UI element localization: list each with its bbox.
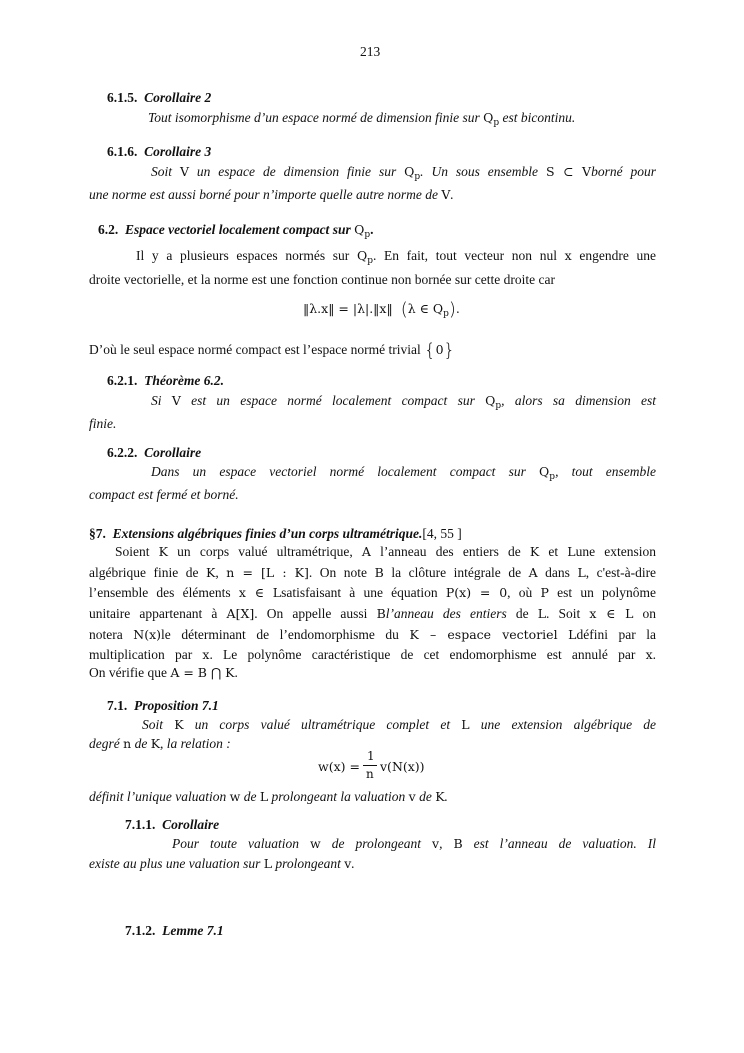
math-w: w	[310, 836, 321, 851]
text: ,	[439, 836, 443, 851]
section-number: §7.	[89, 526, 106, 541]
math-v: v	[408, 789, 416, 804]
math-x-in-L: x ∈ L	[238, 585, 282, 600]
math-L: L	[259, 789, 269, 804]
text: l’ensemble des éléments	[89, 585, 231, 600]
text: unitaire appartenant à	[89, 606, 218, 621]
theorem-6-2-line-1	[151, 394, 656, 411]
text: Soit	[151, 164, 173, 179]
q: Q	[356, 248, 368, 263]
math-K: K	[150, 736, 161, 751]
p: p	[414, 172, 421, 182]
text: , alors sa dimension est	[501, 393, 656, 408]
subsection-title: Corollaire 3	[144, 144, 212, 159]
para-7-line-5	[89, 628, 656, 642]
formula-lhs: ‖λ.x‖ = |λ|.‖x‖	[303, 301, 393, 316]
math-B: B	[376, 606, 386, 621]
text: une norme est aussi borné pour n’importe quelle autre norme de	[89, 187, 438, 202]
text: .	[450, 187, 454, 202]
subsection-heading-6-1-6	[107, 145, 211, 159]
text: l’anneau des entiers de	[380, 544, 521, 559]
math-V: V	[171, 393, 181, 408]
math-L: L	[568, 627, 577, 642]
text: la clôture intégrale de	[391, 565, 522, 580]
math-V: V	[179, 164, 189, 179]
section-heading-6-2	[98, 223, 373, 240]
math-A: A	[361, 544, 371, 559]
math-w: w	[229, 789, 241, 804]
section-heading-7	[89, 527, 462, 541]
formula-cond: λ ∈ Q	[407, 301, 444, 316]
text: est un polynôme	[557, 585, 657, 600]
math-V: V	[441, 187, 451, 202]
para-7-line-7	[89, 666, 238, 680]
text: Soit	[142, 717, 164, 732]
math-polynomial-ring: A[X]	[226, 606, 255, 621]
math-L: L	[263, 856, 273, 871]
zero: 0	[435, 342, 444, 357]
math-norm: N(x)	[133, 627, 162, 642]
text: .	[652, 647, 656, 662]
text: une extension algébrique de	[480, 717, 657, 732]
text: , c'est-à-dire	[585, 565, 657, 580]
corollary-heading-6-2-2	[107, 446, 201, 460]
proposition-7-1-line-3	[89, 790, 448, 804]
formula-rhs: v(N(x))	[380, 759, 425, 774]
text: dans	[545, 565, 570, 580]
para-7-line-3	[89, 586, 656, 600]
subsection-number: 6.1.5.	[107, 90, 138, 105]
corollary-7-1-1-line-1	[172, 837, 656, 851]
text: de prolongeant	[331, 836, 421, 851]
text: est l’anneau de valuation. Il	[473, 836, 657, 851]
para-6-2-line-3	[89, 342, 455, 360]
math-v: v	[432, 836, 440, 851]
p: p	[549, 472, 556, 482]
section-title: Extensions algébriques finies d’un corps ultramétrique.	[112, 526, 423, 541]
text: , la relation :	[160, 736, 231, 751]
theorem-heading-6-2-1	[107, 374, 224, 388]
field-symbol	[485, 393, 502, 411]
section-number: 6.2.	[98, 222, 119, 237]
subsection-title: Lemme 7.1	[162, 923, 224, 938]
text: l’anneau des entiers	[385, 606, 507, 621]
para-6-2-line-2: droite vectorielle, et la norme est une fonction continue non bornée sur cette droite car	[89, 272, 555, 287]
right-brace: }	[443, 340, 455, 361]
text: multiplication par	[89, 647, 193, 662]
text: le déterminant de l’endomorphisme du	[161, 627, 399, 642]
math-x: x	[645, 647, 653, 662]
text: et	[548, 544, 559, 559]
subsection-number: 6.2.1.	[107, 373, 138, 388]
text: engendre une	[579, 248, 657, 263]
right-paren: )	[448, 299, 456, 320]
subsection-title: Corollaire	[162, 817, 220, 832]
text: Dans un espace vectoriel normé localement compact sur	[151, 464, 526, 479]
text: de	[243, 789, 257, 804]
para-7-line-4	[89, 607, 656, 621]
subsection-title: Théorème 6.2.	[144, 373, 224, 388]
text: borné pour	[591, 164, 656, 179]
p: p	[495, 401, 502, 411]
corollary-7-1-1-line-2	[89, 857, 355, 871]
fraction-denominator: n	[366, 767, 374, 781]
math-L: L	[577, 565, 586, 580]
para-7-line-1	[115, 545, 656, 559]
text: un corps valué ultramétrique,	[177, 544, 353, 559]
q: Q	[539, 464, 550, 479]
text: . Le polynôme caractéristique de cet endomorphisme est annulé par	[209, 647, 636, 662]
lemma-heading-7-1-2	[125, 924, 224, 938]
text: un espace de dimension finie sur	[196, 164, 397, 179]
text: Pour toute valuation	[172, 836, 300, 851]
formula-lhs: w(x) =	[318, 759, 360, 774]
text: .	[234, 665, 238, 680]
corollary-6-2-2-line-2: compact est fermé et borné.	[89, 487, 239, 502]
math-P: P	[540, 585, 549, 600]
text: degré	[89, 736, 120, 751]
text: Il y a plusieurs espaces normés sur	[136, 248, 350, 263]
text: on	[642, 606, 657, 621]
text: satisfaisant à une équation	[281, 585, 438, 600]
text: D’où le seul espace normé compact est l’espace normé trivial	[89, 342, 421, 357]
subsection-heading-6-1-5	[107, 91, 211, 105]
corollary-3-line-1	[151, 165, 656, 182]
text: Tout isomorphisme d’un espace normé de dimension finie sur	[148, 110, 480, 125]
math-L: L	[461, 717, 470, 732]
corollary-3-line-2	[89, 188, 454, 202]
citation: [4, 55 ]	[422, 526, 462, 541]
corollary-heading-7-1-1	[125, 818, 219, 832]
math-subset: S ⊂ V	[545, 164, 592, 179]
text: est un espace normé localement compact sur	[191, 393, 475, 408]
math-B: B	[453, 836, 463, 851]
para-7-line-2	[89, 566, 656, 580]
text: notera	[89, 627, 123, 642]
text: . En fait, tout vecteur non nul	[372, 248, 557, 263]
text: On vérifie que	[89, 665, 167, 680]
fraction-bar	[363, 765, 377, 766]
proposition-7-1-line-2	[89, 737, 231, 751]
text: . Soit	[546, 606, 581, 621]
text: . Un sous ensemble	[420, 164, 539, 179]
text: un corps valué ultramétrique complet et	[194, 717, 451, 732]
left-brace: {	[424, 340, 436, 361]
subsection-title: Proposition 7.1	[134, 698, 219, 713]
subsection-number: 7.1.	[107, 698, 128, 713]
text: de	[515, 606, 529, 621]
text: .	[351, 856, 355, 871]
field-symbol	[483, 110, 500, 128]
text: ,	[215, 565, 219, 580]
math-K-space: K – espace vectoriel	[409, 627, 558, 642]
text: est bicontinu.	[502, 110, 576, 125]
p: p	[367, 256, 373, 266]
math-L: L	[567, 544, 576, 559]
theorem-6-2-line-2: finie.	[89, 416, 117, 431]
math-A: A	[528, 565, 538, 580]
math-K: K	[158, 544, 169, 559]
text: une extension	[575, 544, 656, 559]
text: . On appelle aussi	[254, 606, 368, 621]
field-symbol	[539, 464, 556, 482]
text: algébrique finie de	[89, 565, 199, 580]
text: de	[134, 736, 148, 751]
proposition-7-1-line-1	[142, 718, 656, 732]
subsection-number: 6.1.6.	[107, 144, 138, 159]
trivial-set	[424, 340, 455, 361]
field-symbol	[404, 164, 421, 182]
proposition-heading-7-1	[107, 699, 219, 713]
p: p	[443, 309, 449, 319]
text: défini par la	[576, 627, 657, 642]
math-K: K	[174, 717, 184, 732]
left-paren: (	[400, 299, 408, 320]
text: , tout ensemble	[555, 464, 657, 479]
math-B: B	[374, 565, 384, 580]
subsection-number: 7.1.1.	[125, 817, 156, 832]
math-x: x	[564, 248, 572, 263]
para-6-2-line-1	[136, 249, 656, 266]
math-intersection: A = B ⋂ K	[170, 665, 235, 680]
math-K: K	[529, 544, 540, 559]
p: p	[493, 118, 500, 128]
math-equation: P(x) = 0	[445, 585, 508, 600]
field-symbol	[356, 248, 373, 266]
field-symbol	[354, 222, 371, 240]
math-x-in-L: x ∈ L	[589, 606, 634, 621]
text: Soient	[115, 544, 150, 559]
math-K: K	[435, 789, 445, 804]
q: Q	[483, 110, 494, 125]
math-v: v	[344, 856, 352, 871]
section-title: Espace vectoriel localement compact sur	[125, 222, 351, 237]
page-number: 213	[360, 44, 381, 59]
text: prolongeant	[275, 856, 341, 871]
corollary-2-statement	[148, 111, 575, 128]
subsection-number: 6.2.2.	[107, 445, 138, 460]
math-L: L	[537, 606, 547, 621]
text: . On note	[308, 565, 368, 580]
p: p	[364, 230, 371, 240]
math-K: K	[206, 565, 216, 580]
text: , où	[507, 585, 533, 600]
subsection-number: 7.1.2.	[125, 923, 156, 938]
math-n: n	[123, 736, 132, 751]
text: Si	[151, 393, 162, 408]
corollary-6-2-2-line-1	[151, 465, 656, 482]
q: Q	[485, 393, 496, 408]
text: prolongeant la valuation	[271, 789, 406, 804]
subsection-title: Corollaire 2	[144, 90, 212, 105]
text: de	[419, 789, 432, 804]
math-x: x	[202, 647, 210, 662]
math-degree: n = [L : K]	[226, 565, 309, 580]
norm-formula	[303, 301, 460, 319]
q: Q	[404, 164, 415, 179]
text: .	[444, 789, 448, 804]
fraction-numerator: 1	[367, 749, 375, 763]
subsection-title: Corollaire	[144, 445, 202, 460]
text: existe au plus une valuation sur	[89, 856, 261, 871]
text: .	[455, 301, 460, 316]
q: Q	[354, 222, 365, 237]
para-7-line-6	[89, 648, 656, 662]
text: définit l’unique valuation	[89, 789, 227, 804]
text: .	[370, 222, 374, 237]
